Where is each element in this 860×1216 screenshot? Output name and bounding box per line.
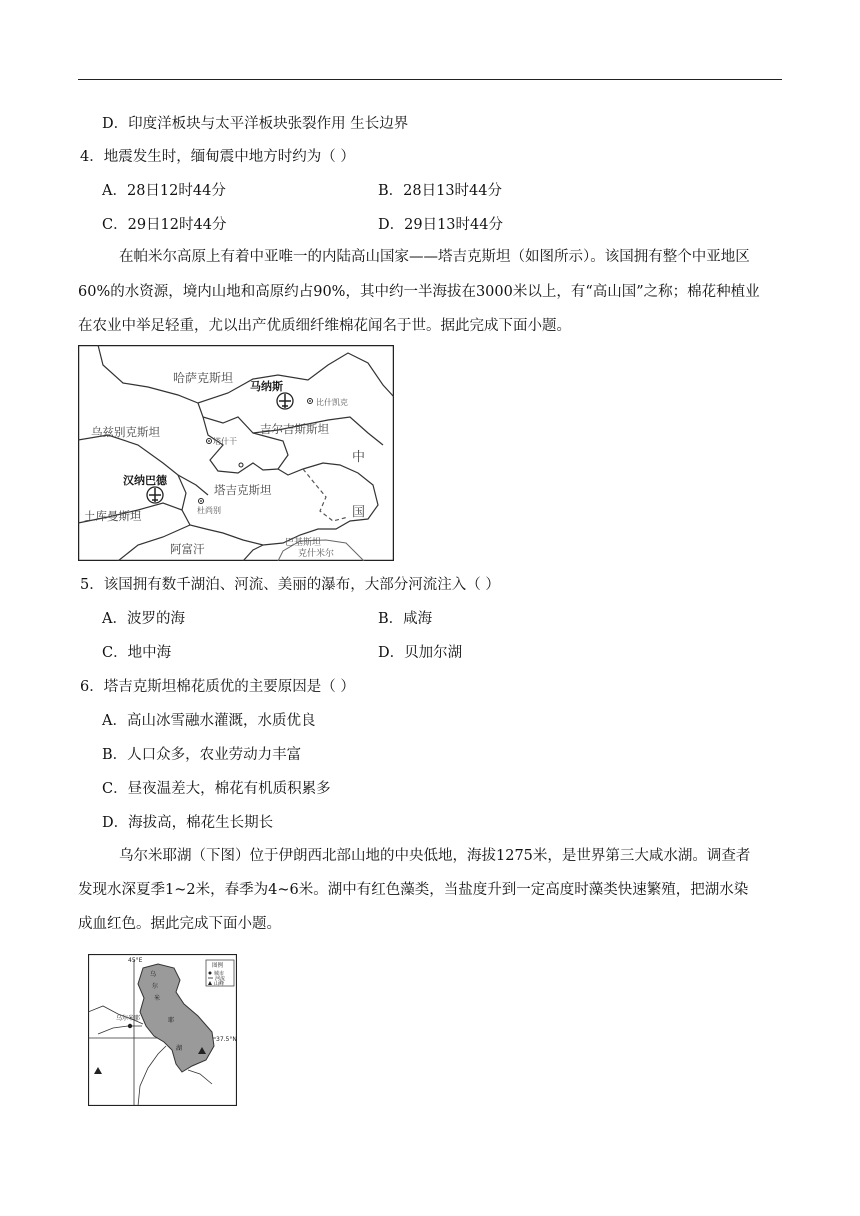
legend-river: 河流	[215, 976, 226, 982]
q5-option-b: B．咸海	[378, 611, 433, 627]
passage2-line3: 成血红色。据此完成下面小题。	[78, 916, 281, 932]
legend-mountain: 山峰	[214, 981, 225, 987]
label-uzbekistan: 乌兹别克斯坦	[91, 425, 160, 439]
passage2-line1: 乌尔米耶湖（下图）位于伊朗西北部山地的中央低地，海拔1275米，是世界第三大咸水湖。调查者	[119, 848, 751, 864]
airport-icon-khanabad	[147, 487, 163, 503]
q6-option-d: D．海拔高，棉花生长期长	[102, 815, 274, 831]
q4-option-c: C．29日12时44分	[102, 217, 227, 233]
q3-option-d: D．印度洋板块与太平洋板块张裂作用 生长边界	[102, 116, 409, 132]
q5-stem: 5．该国拥有数千湖泊、河流、美丽的瀑布，大部分河流注入（ ）	[80, 577, 500, 593]
legend-title: 图例	[212, 963, 224, 969]
label-bishkek: 比什凯克	[316, 398, 348, 407]
q4-option-a: A．28日12时44分	[102, 183, 226, 199]
tajikistan-map	[78, 345, 394, 561]
label-dushanbe: 杜尚别	[197, 506, 221, 515]
passage1-line3: 在农业中举足轻重，尤以出产优质细纤维棉花闻名于世。据此完成下面小题。	[78, 318, 571, 334]
label-longitude: 45°E	[128, 957, 143, 964]
q4-option-b: B．28日13时44分	[378, 183, 503, 199]
passage1-line1: 在帕米尔高原上有着中亚唯一的内陆高山国家——塔吉克斯坦（如图所示）。该国拥有整个中亚地区	[119, 249, 750, 265]
legend-city: 城市	[214, 971, 225, 977]
q5-option-a: A．波罗的海	[102, 611, 185, 627]
q4-stem: 4．地震发生时，缅甸震中地方时约为（ ）	[80, 149, 355, 165]
label-kashmir: 克什米尔	[298, 549, 335, 559]
lake-char-3: 米	[154, 995, 161, 1002]
label-china-2: 国	[352, 505, 366, 520]
label-kyrgyzstan: 吉尔吉斯斯坦	[260, 422, 329, 436]
label-kazakhstan: 哈萨克斯坦	[173, 371, 234, 385]
q6-option-c: C．昼夜温差大，棉花有机质积累多	[102, 781, 331, 797]
label-khanabad: 汉纳巴德	[123, 474, 167, 487]
lake-char-5: 湖	[176, 1045, 183, 1052]
q5-option-d: D．贝加尔湖	[378, 645, 463, 661]
q5-option-c: C．地中海	[102, 645, 172, 661]
lake-char-2: 尔	[152, 983, 159, 990]
label-afghanistan: 阿富汗	[170, 542, 205, 556]
label-manas: 马纳斯	[250, 380, 283, 393]
label-china-1: 中	[352, 450, 366, 465]
label-pakistan: 巴基斯坦	[285, 538, 322, 548]
label-turkmenistan: 土库曼斯坦	[84, 509, 142, 523]
label-urmia-city: 乌尔米耶	[116, 1015, 141, 1022]
lake-char-1: 乌	[150, 971, 157, 978]
passage2-line2: 发现水深夏季1~2米，春季为4~6米。湖中有红色藻类，当盐度升到一定高度时藻类快速繁殖，把湖水染	[78, 882, 749, 898]
passage1-line2: 60%的水资源，境内山地和高原约占90%，其中约一半海拔在3000米以上，有“高山国”之称；棉花种植业	[78, 284, 760, 300]
q6-stem: 6．塔吉克斯坦棉花质优的主要原因是（ ）	[80, 679, 355, 695]
label-tashkent: 塔什干	[213, 437, 237, 446]
airport-icon-manas	[277, 393, 293, 409]
q4-option-d: D．29日13时44分	[378, 217, 503, 233]
label-latitude: 37.5°N	[216, 1036, 237, 1043]
header-rule	[78, 79, 782, 80]
q6-option-a: A．高山冰雪融水灌溉，水质优良	[102, 713, 316, 729]
q6-option-b: B．人口众多，农业劳动力丰富	[102, 747, 302, 763]
label-tajikistan: 塔吉克斯坦	[214, 483, 272, 497]
urmia-lake-map	[88, 954, 237, 1106]
lake-char-4: 耶	[168, 1017, 175, 1024]
